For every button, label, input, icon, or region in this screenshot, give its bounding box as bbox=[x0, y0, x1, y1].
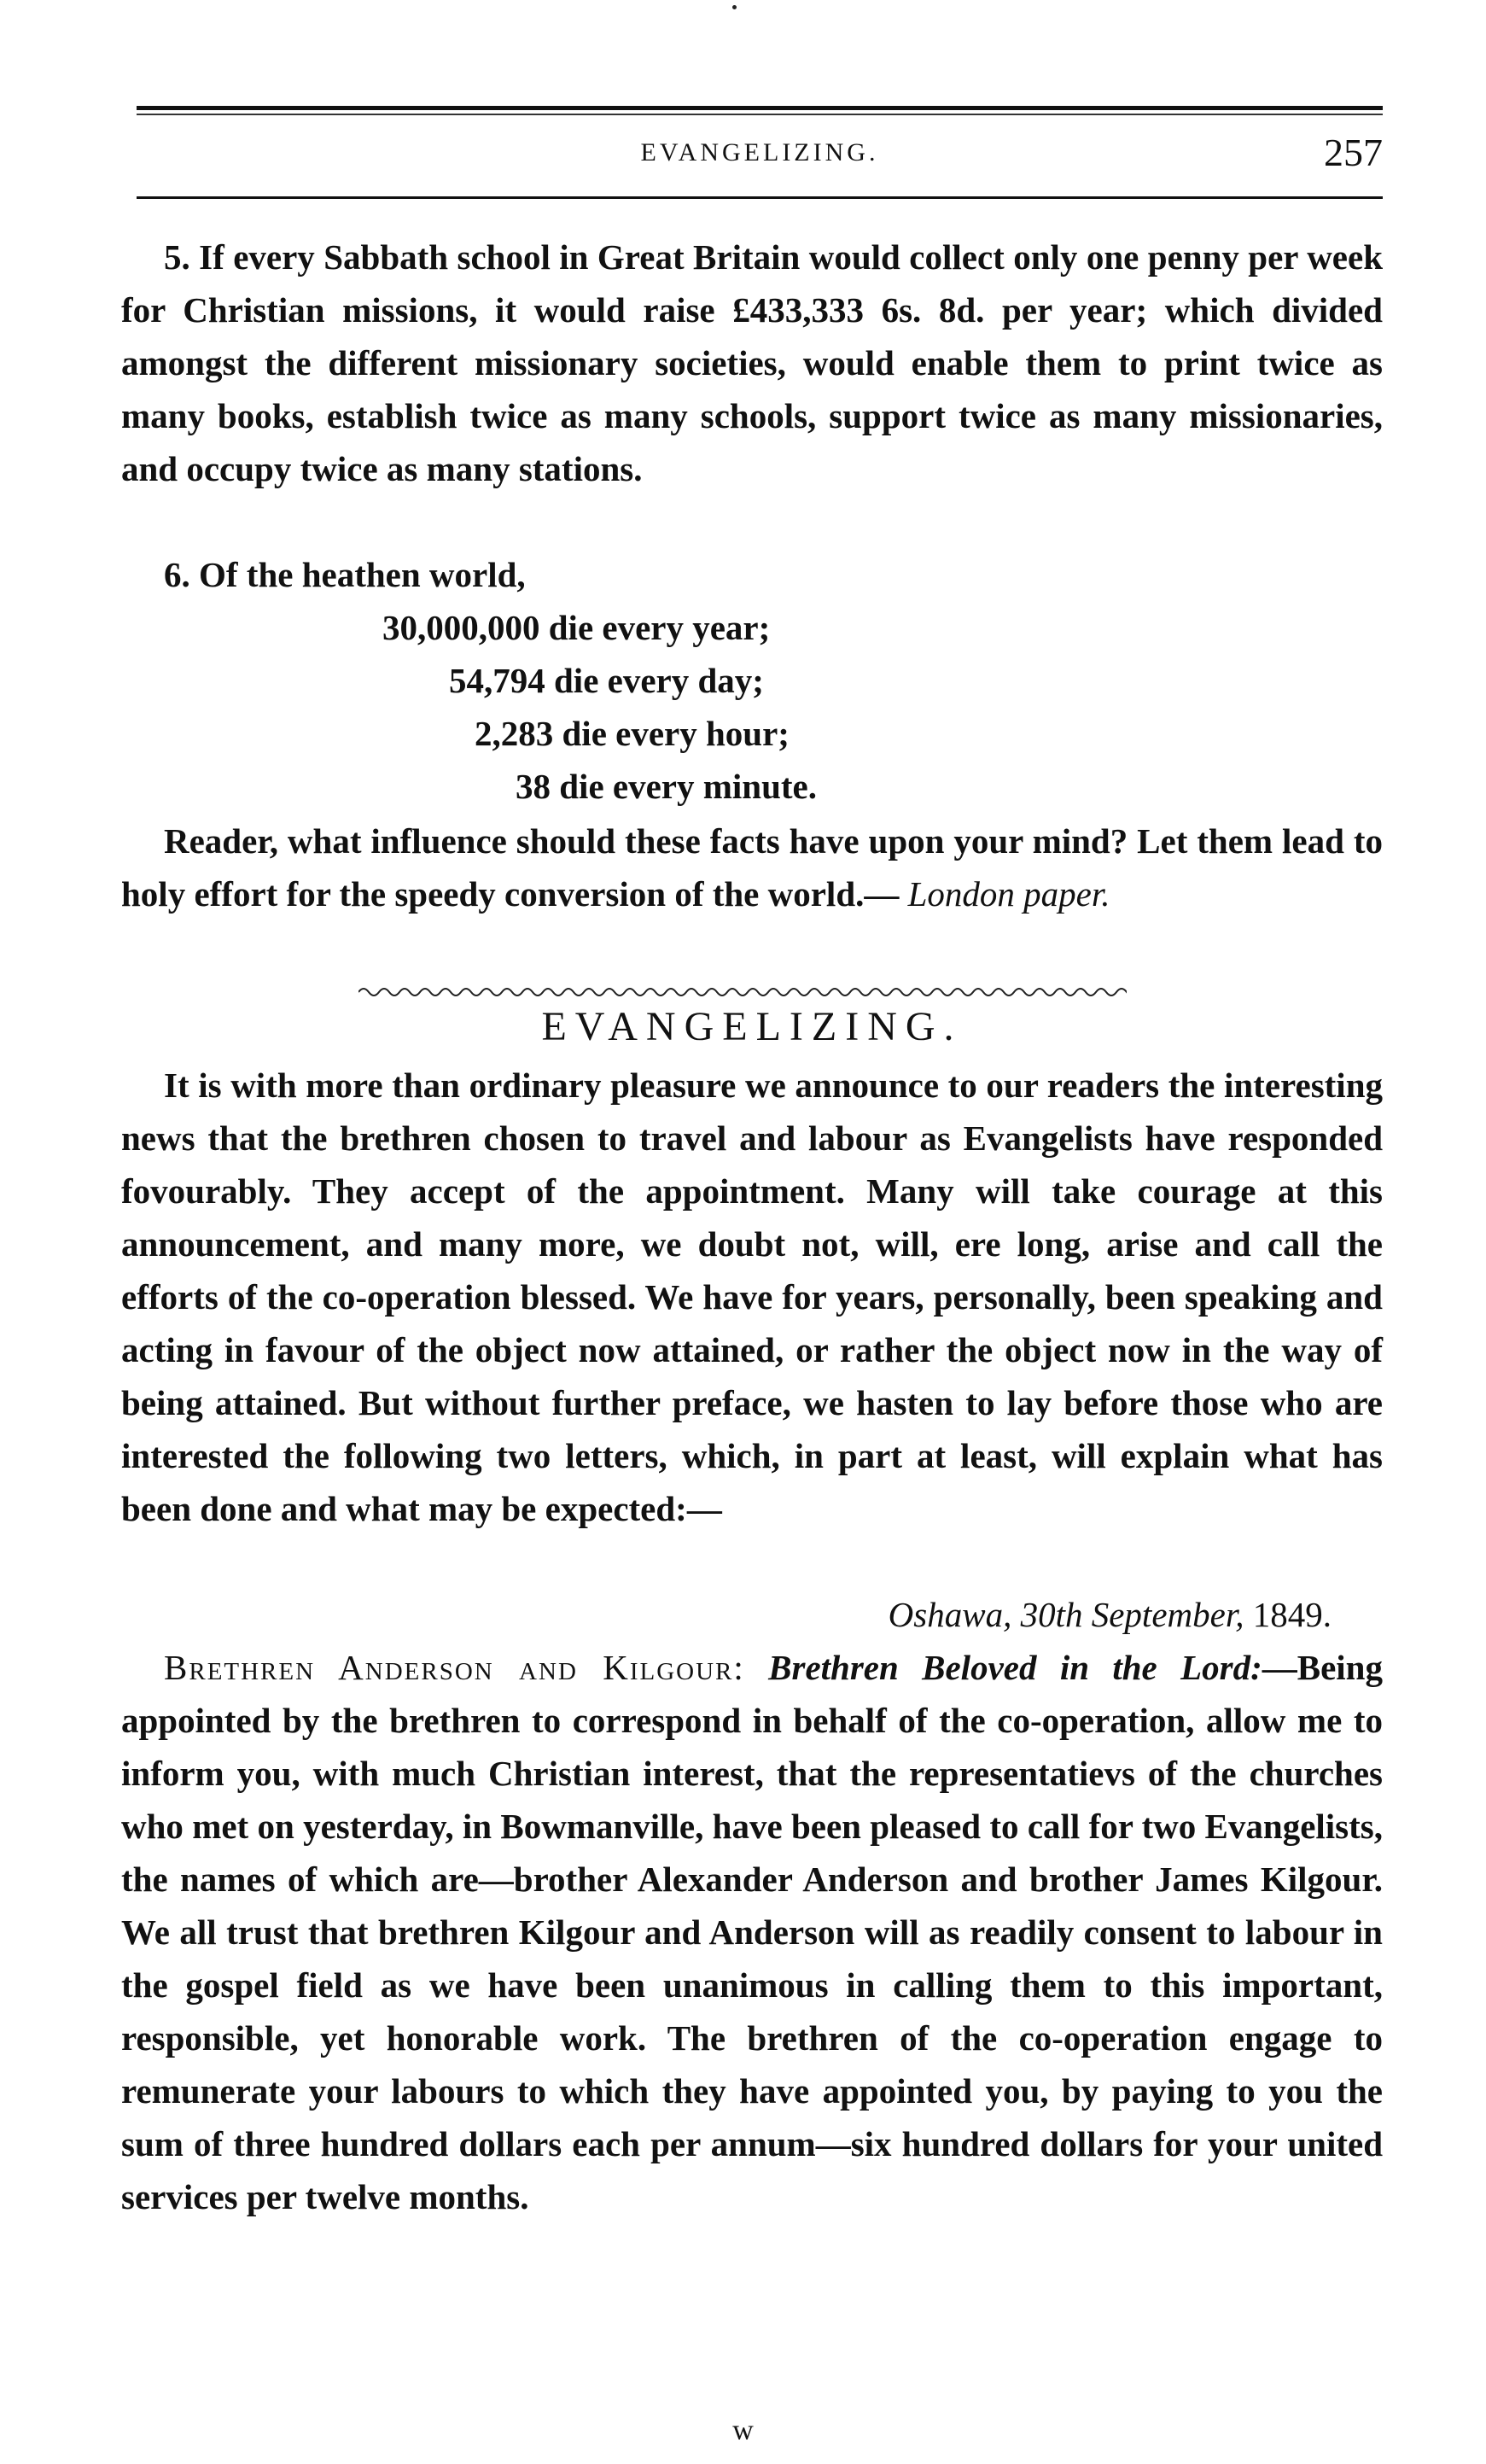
item-6-intro-text: 6. Of the heathen world, bbox=[164, 555, 526, 594]
dateline-year: 1849. bbox=[1252, 1595, 1332, 1634]
dateline-date: 30th September, bbox=[1020, 1595, 1244, 1634]
reader-paragraph bbox=[121, 815, 1383, 920]
stat-line-minute: 38 die every minute. bbox=[516, 767, 817, 806]
dateline-place: Oshawa, bbox=[888, 1595, 1012, 1634]
top-rule-thick bbox=[137, 106, 1383, 110]
top-rule-thin bbox=[137, 114, 1383, 115]
source-citation: London paper. bbox=[907, 874, 1110, 914]
dateline bbox=[121, 1588, 1383, 1641]
page-number: 257 bbox=[1324, 131, 1383, 174]
stat-line-hour: 2,283 die every hour; bbox=[475, 714, 790, 753]
decorative-rule bbox=[358, 984, 1127, 1001]
section-intro-text: It is with more than ordinary pleasure we announce to our readers the interesting news that the brethren chosen to travel and labour as Evangelists have responded fovourably. They accept of the appointment. Many will take courage at this announcement, and many more, we doubt not, will, ere long, arise and call the efforts of the co-operation blessed. We have for years, personally, been speaking and acting in favour of the object now attained, or rather the object now in the way of being attained. But without further preface, we hasten to lay before those who are interested the following two letters, which, in part at least, will explain what has been done and what may be expected:— bbox=[121, 1066, 1383, 1528]
letter-paragraph bbox=[121, 1641, 1383, 2223]
signature-mark: w bbox=[732, 2414, 754, 2446]
letter-salutation-italic: Brethren Beloved in the Lord: bbox=[768, 1648, 1262, 1687]
section-title: EVANGELIZING. bbox=[541, 1004, 963, 1049]
letter-salutation: Brethren Anderson and Kilgour: bbox=[164, 1648, 745, 1687]
header-rule bbox=[137, 196, 1383, 199]
running-title: EVANGELIZING. bbox=[640, 138, 879, 166]
stat-line-day: 54,794 die every day; bbox=[449, 661, 764, 700]
ink-speck bbox=[732, 5, 737, 9]
item-6-intro bbox=[121, 548, 1383, 601]
letter-body: —Being appointed by the brethren to correspond in behalf of the co-operation, allow me to inform you, with much Christian interest, that the representatievs of the churches who met on yesterday, in Bowmanville, have been pleased to call for two Evangelists, the names of which are—brother Alexander Anderson and brother James Kilgour. We all trust that brethren Kilgour and Anderson will as readily consent to labour in the gospel field as we have been unanimous in calling them to this important, responsible, yet honorable work. The brethren of the co-operation engage to remunerate your labours to which they have appointed you, by paying to you the sum of three hundred dollars each per annum—six hundred dollars for your united services per twelve months. bbox=[121, 1648, 1383, 2216]
item-5-text: 5. If every Sabbath school in Great Britain would collect only one penny per week for Christian missions, it would raise £433,333 6s. 8d. per year; which divided amongst the different missionary societies, would enable them to print twice as many books, establish twice as many schools, support twice as many missionaries, and occupy twice as many stations. bbox=[121, 237, 1383, 488]
item-5-paragraph bbox=[121, 231, 1383, 495]
running-head bbox=[137, 130, 1383, 181]
section-intro-paragraph bbox=[121, 1059, 1383, 1535]
stat-line-year: 30,000,000 die every year; bbox=[382, 608, 771, 647]
reader-text: Reader, what influence should these facts have upon your mind? Let them lead to holy effort for the speedy conversion of the world.— bbox=[121, 821, 1383, 914]
